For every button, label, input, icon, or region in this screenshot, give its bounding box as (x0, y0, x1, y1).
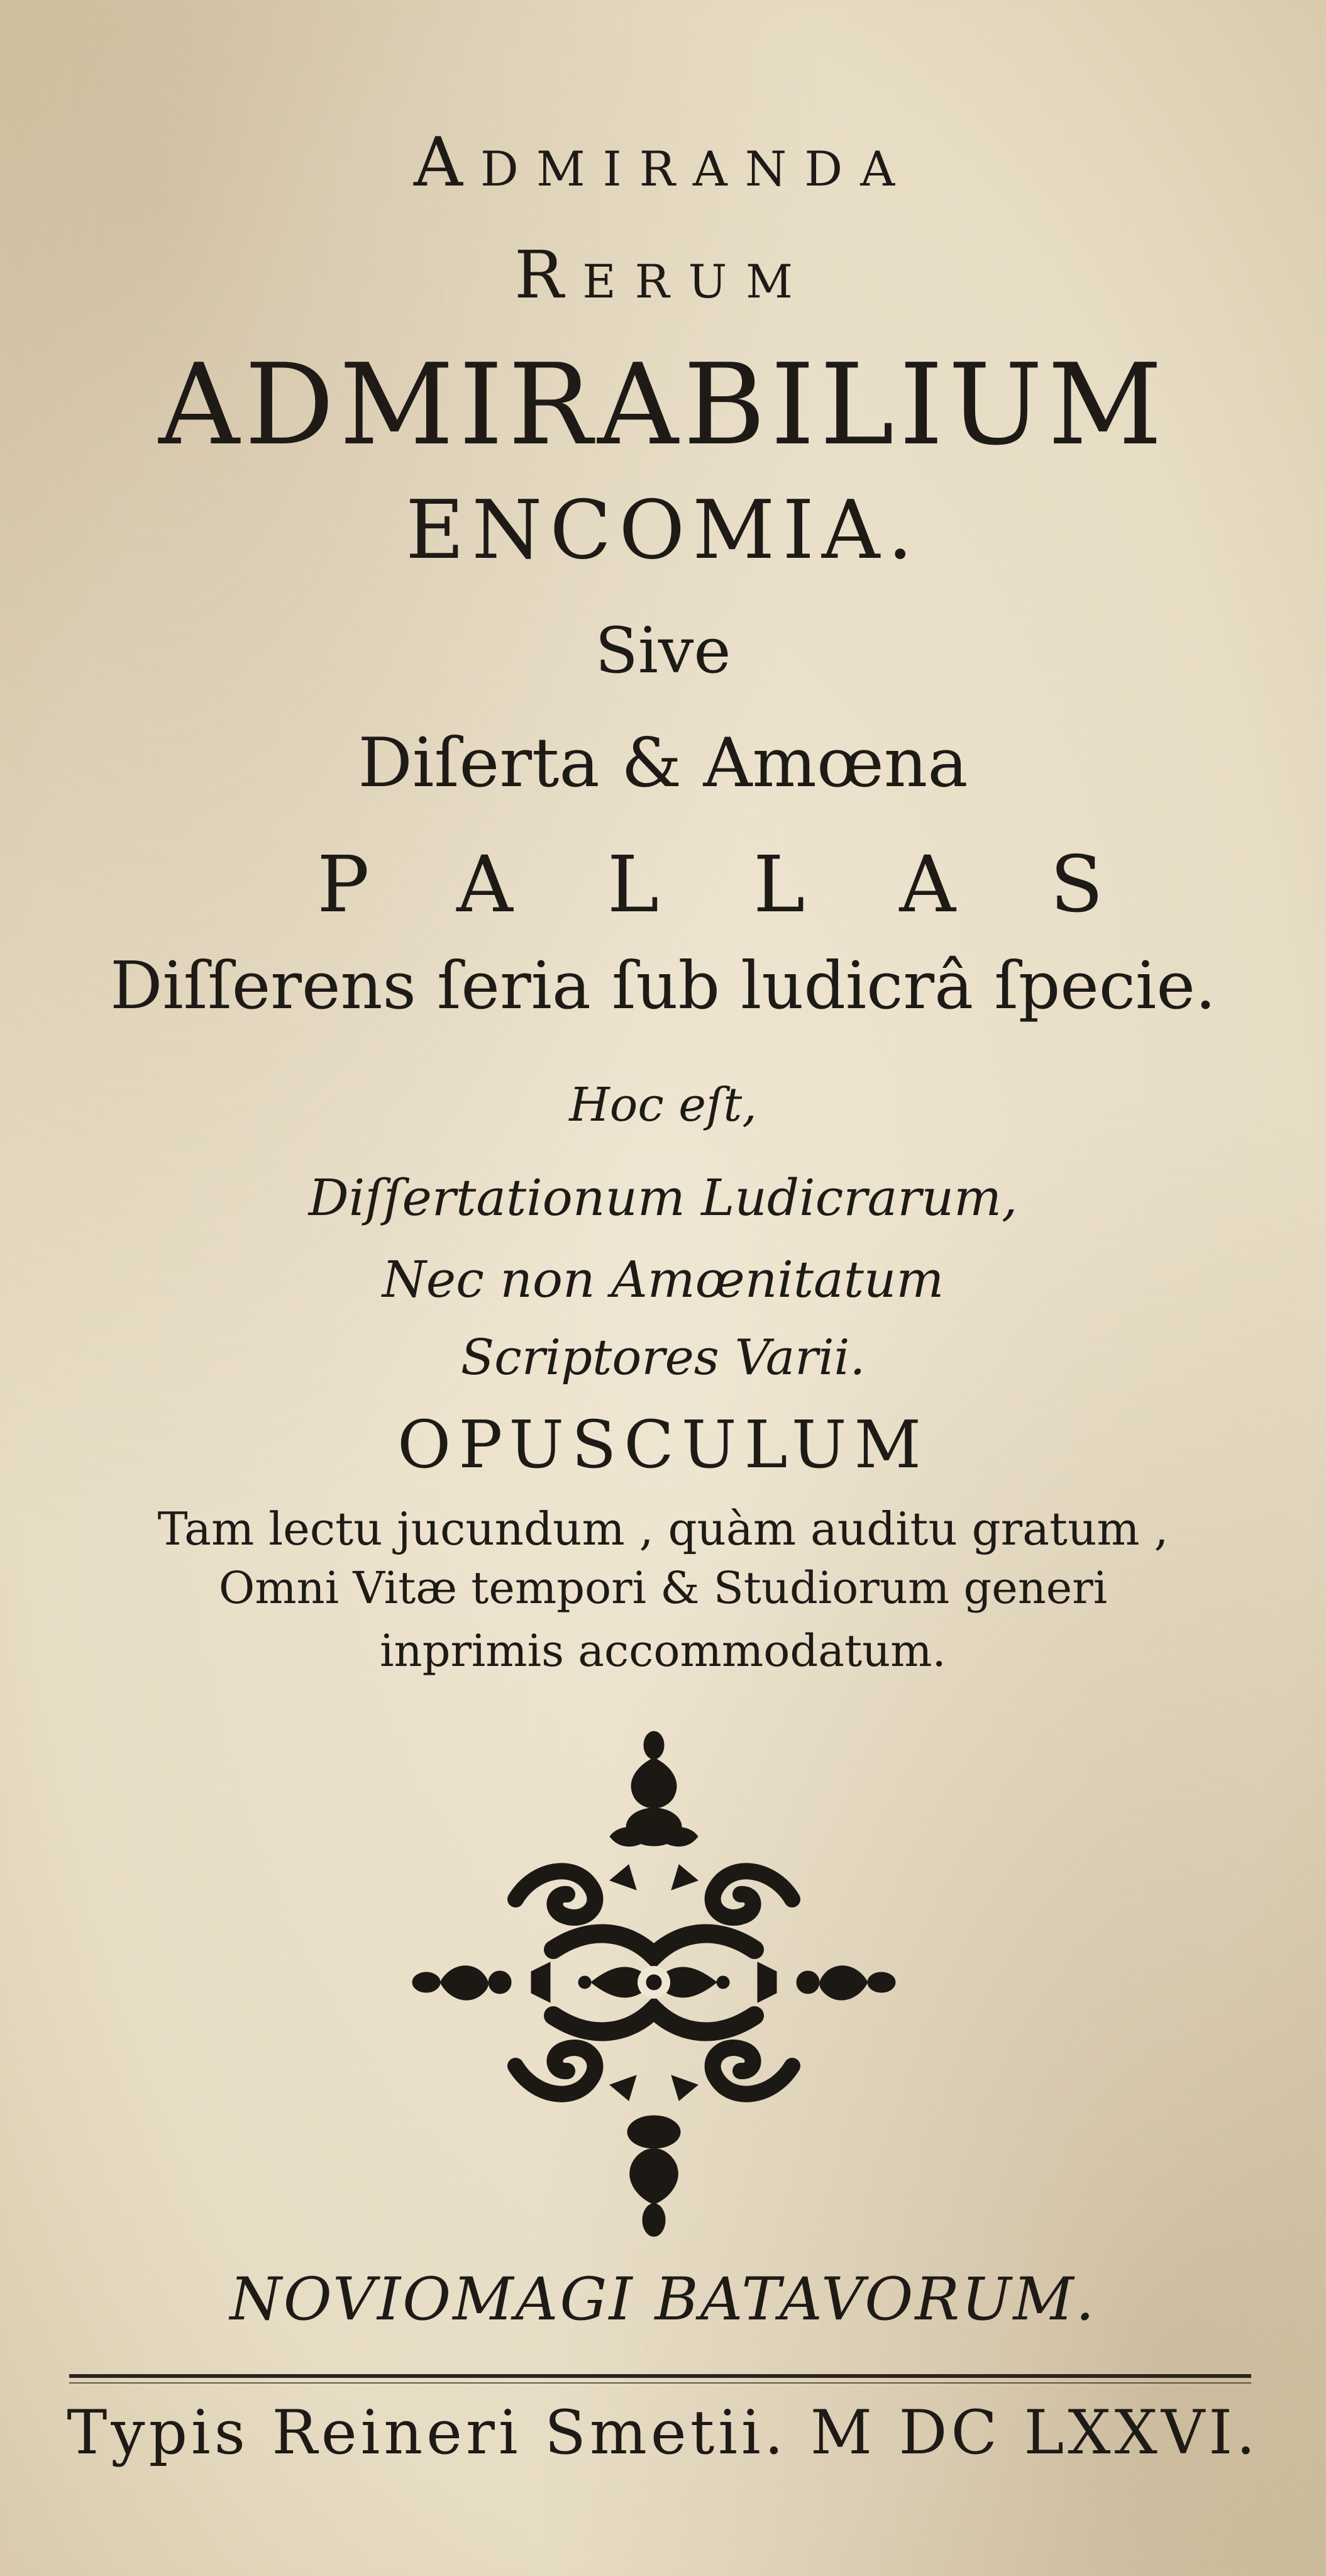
title-line-rerum: Rerum (514, 236, 812, 313)
title-line-opusculum: OPUSCULUM (397, 1406, 929, 1483)
subtitle-amoenitatum: Nec non Amœnitatum (382, 1250, 944, 1309)
imprint-rule (69, 2374, 1251, 2378)
description-line-2: Omni Vitæ tempori & Studiorum generi (218, 1562, 1108, 1614)
fleuron-ornament-icon (402, 1723, 905, 2239)
title-line-admiranda: Admiranda (413, 123, 913, 202)
subtitle-hoc-est: Hoc eſt, (569, 1078, 757, 1132)
imprint-rule-thin (69, 2382, 1251, 2384)
title-line-differens: Diſſerens ſeria ſub ludicrâ ſpecie. (110, 947, 1216, 1024)
description-line-3: inprimis accommodatum. (380, 1625, 946, 1677)
imprint-printer: Typis Reineri Smetii. M DC LXXVI. (67, 2397, 1259, 2468)
title-line-pallas: PALLAS (317, 840, 1198, 930)
title-line-sive: Sive (595, 614, 731, 687)
title-line-admirabilium: ADMIRABILIUM (158, 340, 1168, 470)
subtitle-scriptores: Scriptores Varii. (460, 1330, 866, 1386)
title-line-encomia: ENCOMIA. (405, 484, 921, 577)
imprint-place: NOVIOMAGI BATAVORUM. (229, 2265, 1097, 2334)
title-line-diserta: Diſerta & Amœna (358, 724, 968, 802)
description-line-1: Tam lectu jucundum , quàm auditu gratum , (157, 1502, 1169, 1555)
subtitle-dissertationum: Diſſertationum Ludicrarum, (308, 1169, 1018, 1227)
